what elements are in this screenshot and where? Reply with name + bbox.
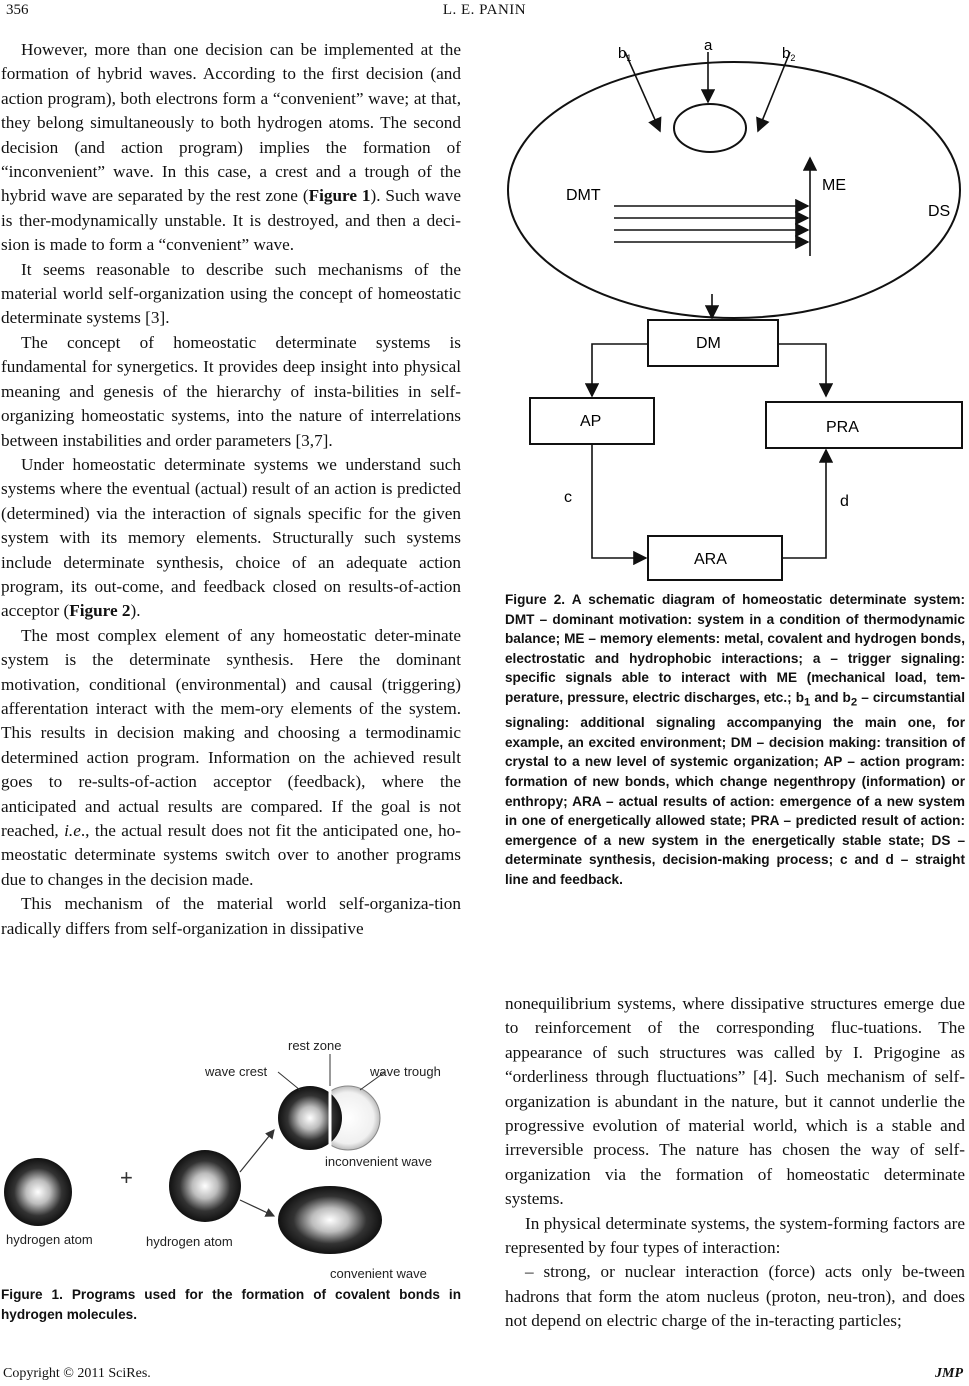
arrow-to-inconvenient: [240, 1130, 274, 1172]
paragraph: It seems reasonable to describe such mechanisms of the material world self-organization using the concept of homeostatic determinate systems [3].: [1, 259, 461, 328]
paragraph: This mechanism of the material world self-organiza-tion radically differs from self-organization in dissipative: [1, 894, 461, 938]
figure-2-diagram: [500, 28, 969, 584]
d-label: d: [840, 493, 849, 510]
wave-crest-pointer: [278, 1072, 300, 1090]
paragraph: The concept of homeostatic determinate systems is fundamental for synergetics. It provides deep insight into physical meaning and genesis of the hierarchy of insta-bilities in self-organizing homeostatic systems, into the nature of interrelations between instabilities and order parameters [3,7].: [1, 332, 461, 450]
rest-zone-label: rest zone: [288, 1040, 342, 1053]
paragraph: However, more than one decision can be implemented at the formation of hybrid waves. According to the first decision (and action program), both electrons form a “convenient” wave; at that, they belong simultaneously to both hydrogen atoms. The second decision (and action program) implies the formation of “inconvenient” wave. In this case, a crest and a trough of the hybrid wave are separated by the rest zone (Figure 1). Such wave is ther-modynamically unstable. It is destroyed, and then a deci-sion is made to form a “convenient” wave.: [1, 40, 461, 255]
dm-label: DM: [696, 335, 721, 352]
plus-sign: +: [120, 1165, 133, 1190]
paragraph: The most complex element of any homeostatic deter-minate system is the determinate synthesis. Here the dominant motivation, conditional (environmental) and causal (triggering) afferentation interact with the mem-ory elements of the system. This results in decision making and choosing a termodinamic determined action program. Information on the achieved result goes to re-sults-of-action acceptor (feedback), where the anticipated and actual results are compared. If the goal is not reached, i.e., the actual result does not fit the anticipated one, ho-meostatic determinate systems switch over to another programs due to changes in the decision made.: [1, 625, 461, 889]
pra-label: PRA: [826, 419, 859, 436]
dmt-label: DMT: [566, 187, 601, 204]
c-label: c: [564, 489, 572, 506]
hydrogen-atom-label-2: hydrogen atom: [146, 1234, 233, 1249]
copyright: Copyright © 2011 SciRes.: [3, 1366, 151, 1381]
dm-to-ap-arrow: [592, 344, 648, 396]
hydrogen-atom-2: [169, 1150, 241, 1222]
hydrogen-atom-1: [4, 1158, 72, 1226]
d-feedback-line: [782, 450, 826, 558]
figure-ref[interactable]: Figure 1: [308, 186, 371, 206]
me-label: ME: [822, 177, 846, 194]
b2-label: $b_2$: [782, 45, 796, 63]
right-column: [505, 992, 965, 1334]
b1-label: $b_1$: [618, 45, 632, 63]
figure-1-illustration: [0, 1040, 465, 1280]
arrow-to-convenient: [240, 1200, 274, 1216]
figure-2-caption: Figure 2. A schematic diagram of homeostatic determinate system: DMT – dominant motivation: system in a condition of thermodynamic balance; ME – memory elements: metal, covalent and hydrogen bonds, electrostatic and hydrophobic interactions; a – trigger signaling: specific signals able to interact with ME (mechanical load, tem- perature, pressure, electric discharges, etc.; $b_1$ and $b_2$ – circumstantial signaling: additional signaling accompanying the main one, for example, an excited environment; DM – decision making: transition of crystal to a new level of systemic organization; AP – action program: formation of new bonds, which change negenthropy (information) or enthropy; ARA – actual results of action: emergence of a new system in one of energetically allowed state; PRA – predicted result of action: emergence of a new system in the energetically stable state; DS – determinate synthesis, decision-making process; c and d – straight line and feedback.: [505, 592, 965, 888]
inconvenient-wave-label: inconvenient wave: [325, 1154, 432, 1169]
a-label: a: [704, 37, 713, 54]
ds-label: DS: [928, 203, 951, 220]
c-line: [592, 444, 646, 558]
me-ellipse: [674, 104, 746, 152]
ara-label: ARA: [694, 551, 727, 568]
paragraph: Under homeostatic determinate systems we understand such systems where the eventual (actual) result of an action is predicted (determined) via the interaction of signals specific for the given system with its memory elements. Structurally such systems include determinate synthesis, choice of an adequate action program, its out-come, and feedback closed on results-of-action acceptor (Figure 2).: [1, 454, 461, 621]
paragraph: – strong, or nuclear interaction (force) acts only be-tween hadrons that form the atom nucleus (proton, neu-tron), and does not depend on electric charge of the in-teracting particles;: [505, 1262, 965, 1331]
wave-crest-label: wave crest: [205, 1064, 268, 1079]
left-column: [1, 38, 461, 941]
wave-trough-label: wave trough: [370, 1064, 441, 1079]
convenient-wave-shape: [278, 1186, 382, 1254]
convenient-wave-label: convenient wave: [330, 1266, 427, 1280]
b1-arrow: [625, 52, 660, 131]
dm-to-pra-arrow: [778, 344, 826, 396]
hydrogen-atom-label-1: hydrogen atom: [6, 1232, 93, 1247]
paragraph: In physical determinate systems, the system-forming factors are represented by four types of interaction:: [505, 1213, 965, 1258]
journal-abbrev: JMP: [935, 1366, 963, 1381]
ap-label: AP: [580, 413, 602, 430]
page-number: 356: [6, 2, 29, 18]
figure-1-caption: Figure 1. Programs used for the formation of covalent bonds in hydrogen molecules.: [1, 1287, 461, 1322]
figure-ref[interactable]: Figure 2: [69, 601, 131, 621]
paragraph: nonequilibrium systems, where dissipative structures emerge due to reinforcement of the corresponding fluc-tuations. The appearance of such structures was called by I. Prigogine as “orderliness through fluctuations” [4]. Such mechanism of self-organization is abundant in the nature, but it cannot underlie the progressive evolution of material world, which is a stable and irreversible process. The nature has chosen the way of self-organization via the formation of homeostatic determinate systems.: [505, 994, 965, 1209]
wave-crest-shape: [278, 1086, 342, 1150]
pra-box: [766, 402, 962, 448]
running-head: L. E. PANIN: [442, 2, 527, 18]
